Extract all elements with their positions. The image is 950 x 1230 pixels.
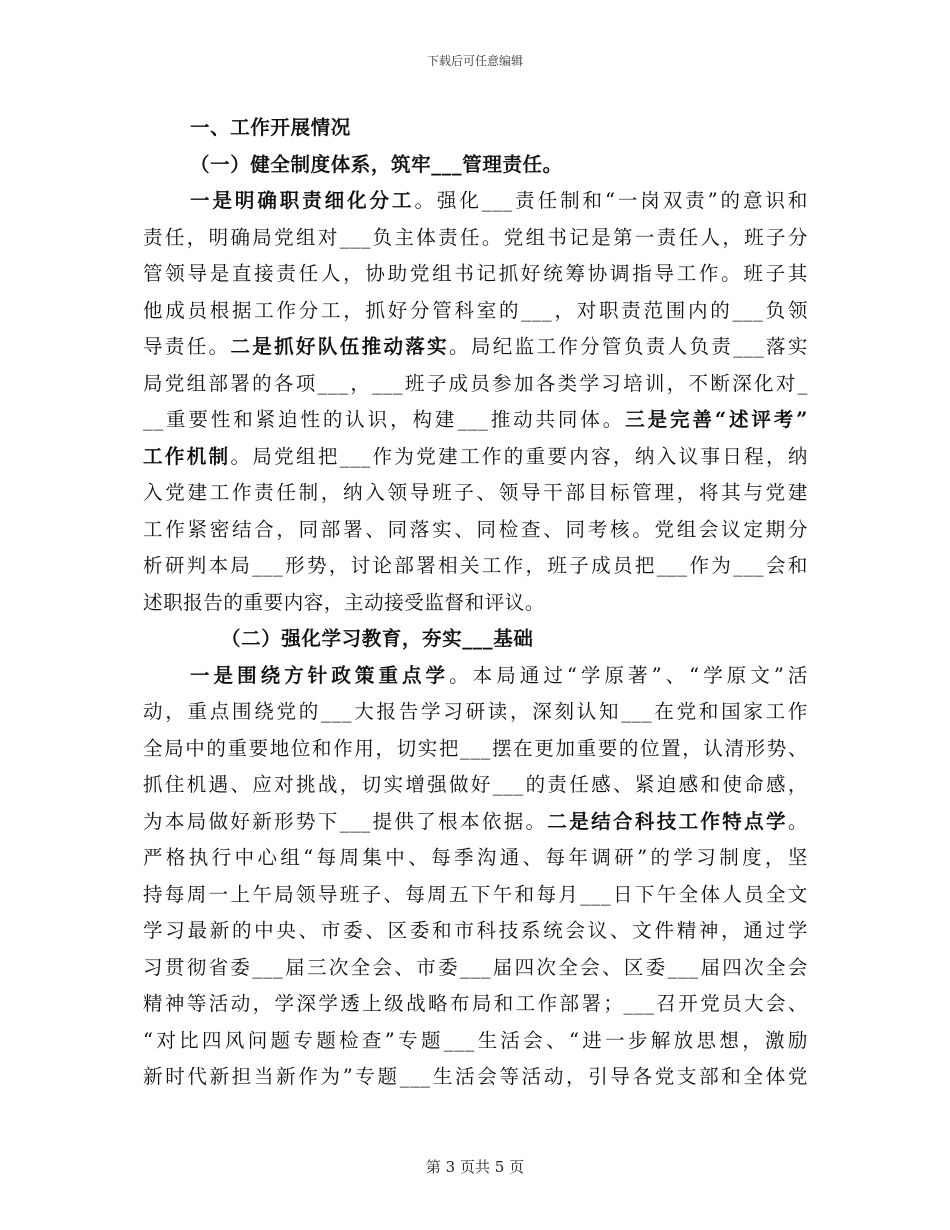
paragraph-line: 一是明确职责细化分工。强化___责任制和“一岗双责”的意识和 <box>190 189 808 212</box>
paragraph-line: 入党建工作责任制，纳入领导班子、领导干部目标管理，将其与党建 <box>143 481 808 504</box>
paragraph-line: 析研判本局___形势，讨论部署相关工作，班子成员把___作为___会和 <box>143 554 808 577</box>
paragraph-line: 他成员根据工作分工，抓好分管科室的___，对职责范围内的___负领 <box>143 298 808 322</box>
paragraph-line: 局党组部署的各项___，___班子成员参加各类学习培训，不断深化对_ <box>143 371 808 395</box>
paragraph-line: 述职报告的重要内容，主动接受监督和评议。 <box>143 590 546 614</box>
paragraph-line: 全局中的重要地位和作用，切实把___摆在更加重要的位置，认清形势、 <box>143 736 808 760</box>
page-header: 下载后可任意编辑 <box>426 54 523 68</box>
page-footer: 第 3 页共 5 页 <box>425 1158 525 1176</box>
paragraph-line: 学习最新的中央、市委、区委和市科技系统会议、文件精神，通过学 <box>143 919 808 942</box>
paragraph-line: 责任，明确局党组对___负主体责任。党组书记是第一责任人，班子分 <box>143 225 808 249</box>
section-heading: 一、工作开展情况 <box>190 116 351 139</box>
paragraph-line: 持每周一上午局领导班子、每周五下午和每月___日下午全体人员全文 <box>143 882 808 906</box>
subsection-heading-2: （二）强化学习教育，夯实___基础 <box>221 627 534 650</box>
paragraph-line: 精神等活动，学深学透上级战略布局和工作部署；___召开党员大会、 <box>143 992 808 1015</box>
paragraph-line: 为本局做好新形势下___提供了根本依据。二是结合科技工作特点学。 <box>143 809 808 833</box>
paragraph-line: 一是围绕方针政策重点学。本局通过“学原著”、“学原文”活 <box>190 663 808 687</box>
paragraph-line: 管领导是直接责任人，协助党组书记抓好统筹协调指导工作。班子其 <box>143 262 808 285</box>
paragraph-line: 工作机制。局党组把___作为党建工作的重要内容，纳入议事日程，纳 <box>143 444 808 468</box>
paragraph-line: 习贯彻省委___届三次全会、市委___届四次全会、区委___届四次全会 <box>143 955 808 979</box>
paragraph-line: 工作紧密结合，同部署、同落实、同检查、同考核。党组会议定期分 <box>143 517 808 541</box>
paragraph-line: 新时代新担当新作为”专题___生活会等活动，引导各党支部和全体党 <box>143 1065 808 1088</box>
paragraph-line: __重要性和紧迫性的认识，构建___推动共同体。三是完善“述评考” <box>143 408 808 431</box>
paragraph-line: 动，重点围绕党的___大报告学习研读，深刻认知___在党和国家工作 <box>143 700 808 723</box>
document-body <box>143 110 808 1096</box>
subsection-heading-1: （一）健全制度体系，筑牢___管理责任。 <box>190 152 563 176</box>
paragraph-line: “对比四风问题专题检查”专题___生活会、“进一步解放思想，激励 <box>143 1028 808 1052</box>
paragraph-line: 严格执行中心组“每周集中、每季沟通、每年调研”的学习制度，坚 <box>143 846 808 869</box>
paragraph-line: 抓住机遇、应对挑战，切实增强做好___的责任感、紧迫感和使命感， <box>143 773 808 796</box>
paragraph-line: 导责任。二是抓好队伍推动落实。局纪监工作分管负责人负责___落实 <box>143 335 808 358</box>
